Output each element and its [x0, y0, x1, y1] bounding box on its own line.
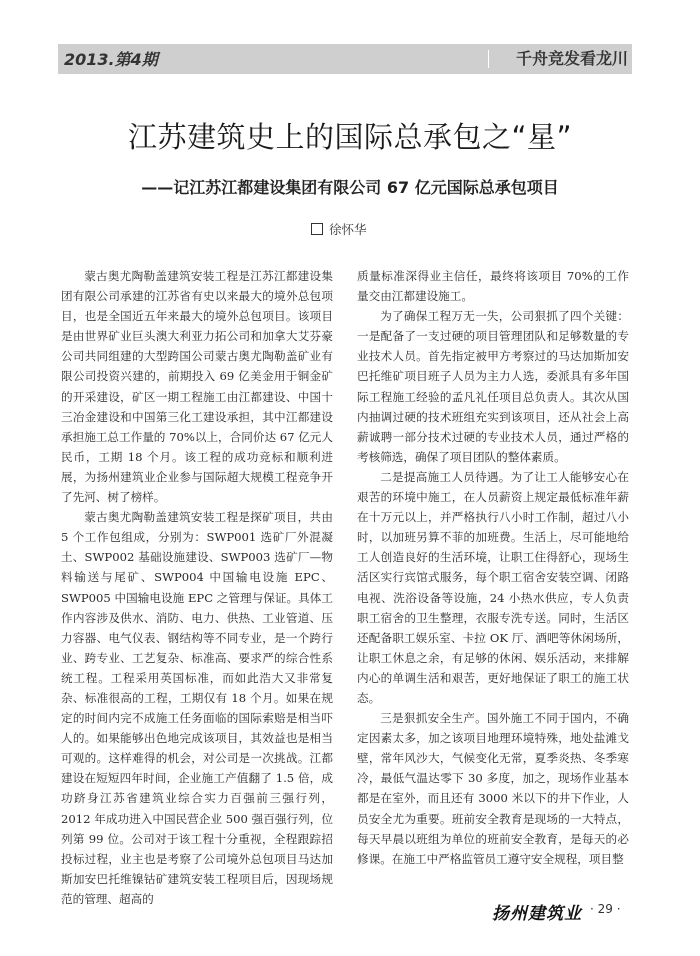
article-title: 江苏建筑史上的国际总承包之“星” — [127, 120, 573, 154]
issue-label: 2013.第4期 — [64, 50, 158, 69]
magazine-logo: 扬州建筑业 — [492, 904, 582, 924]
right-column — [357, 266, 629, 869]
paragraph: 蒙古奥尤陶勒盖建筑安装工程是探矿项目，共由 5 个工作包组成，分别为：SWP001 选矿厂外混凝土、SWP002 基础设施建设、SWP003 选矿厂—物料输送与尾矿、SWP004 中国输电设施 EPC、SWP005 中国输电设施 EPC 之管理与保证。具体工作内容涉及供水、消防、电力、供热、工业管道、压力容器、电气仪表、钢结构等不同专业，是一个跨行业、跨专业、工艺复杂、标准高、要求严的综合性系统工程。工程采用英国标准，而如此浩大又非常复杂、标准很高的工程，工期仅有 18 个月。如果在规定的时间内完不成施工任务面临的国际索赔是相当吓人的。如果能够出色地完成该项目，其效益也是相当可观的。这样难得的机会，对公司是一次挑战。江都建设在短短四年时间，企业施工产值翻了 1.5 倍，成功跻身江苏省建筑业综合实力百强前三强行列，2012 年成功进入中国民营企业 500 强百强行列，位列第 99 位。公司对于该工程十分重视，全程跟踪招投标过程，业主也是考察了公司境外总包项目马达加斯加安巴托维镍钴矿建筑安装工程项目后，因现场规范的管理、超高的 — [61, 510, 333, 906]
paragraph: 蒙古奥尤陶勒盖建筑安装工程是江苏江都建设集团有限公司承建的江苏省有史以来最大的境外总包项目，也是全国近五年来最大的境外总包项目。该项目是由世界矿业巨头澳大利亚力拓公司和加拿大艾芬豪公司共同组建的大型跨国公司蒙古奥尤陶勒盖矿业有限公司投资兴建的，前期投入 69 亿美金用于铜金矿的开采建设，矿区一期工程施工由江都建设、中国十三冶金建设和中国第三化工建设承担，其中江都建设承担施工总工作量的 70%以上，合同价达 67 亿元人民币，工期 18 个月。该工程的成功竞标和顺利进展，为扬州建筑业企业参与国际超大规模工程竞争开了先河、树了榜样。 — [61, 269, 333, 505]
article-subtitle: ——记江苏江都建设集团有限公司 67 亿元国际总承包项目 — [141, 178, 559, 197]
page-number: · 29 · — [590, 902, 621, 916]
paragraph: 三是狠抓安全生产。国外施工不同于国内，不确定因素太多，加之该项目地理环境特殊，地处盐滩戈壁，常年风沙大，气候变化无常，夏季炎热、冬季寒冷，最低气温达零下 30 多度，加之，现场作业基本都是在室外，而且还有 3000 米以下的井下作业，人员安全尤为重要。班前安全教育是现场的一大特点，每天早晨以班组为单位的班前安全教育，是每天的必修课。在施工中严格监管员工遵守安全规程，项目整 — [357, 711, 629, 866]
left-column — [61, 266, 333, 909]
header-divider — [488, 50, 489, 68]
paragraph: 二是提高施工人员待遇。为了让工人能够安心在艰苦的环境中施工，在人员薪资上规定最低标准年薪在十万元以上，并严格执行八小时工作制，超过八小时，以加班另算不菲的加班费。生活上，尽可能地给工人创造良好的生活环境，让职工住得舒心，现场生活区实行宾馆式服务，每个职工宿舍安装空调、闭路电视、洗浴设备等设施，24 小热水供应，专人负责职工宿舍的卫生整理，衣服专洗专送。同时，生活区还配备职工娱乐室、卡拉 OK 厅、酒吧等休闲场所，让职工休息之余，有足够的休闲、娱乐活动，来排解内心的单调生活和艰苦，更好地保证了职工的施工状态。 — [357, 469, 629, 705]
paragraph: 为了确保工程万无一失，公司狠抓了四个关键：一是配备了一支过硬的项目管理团队和足够数量的专业技术人员。首先指定被甲方考察过的马达加斯加安巴托维矿项目班子人员为主力人选，委派具有多年国际工程施工经验的孟凡礼任项目总负责人。其次从国内抽调过硬的技术班组充实到该项目，还从社会上高薪诚聘一部分技术过硬的专业技术人员，通过严格的考核筛选，确保了项目团队的整体素质。 — [357, 309, 629, 464]
author-name: 徐怀华 — [329, 222, 367, 237]
author-box-icon — [311, 223, 323, 235]
author-line — [311, 220, 367, 238]
paragraph-continued: 质量标准深得业主信任，最终将该项目 70%的工作量交由江都建设施工。 — [357, 269, 629, 304]
column-label: 千舟竞发看龙川 — [515, 49, 628, 68]
